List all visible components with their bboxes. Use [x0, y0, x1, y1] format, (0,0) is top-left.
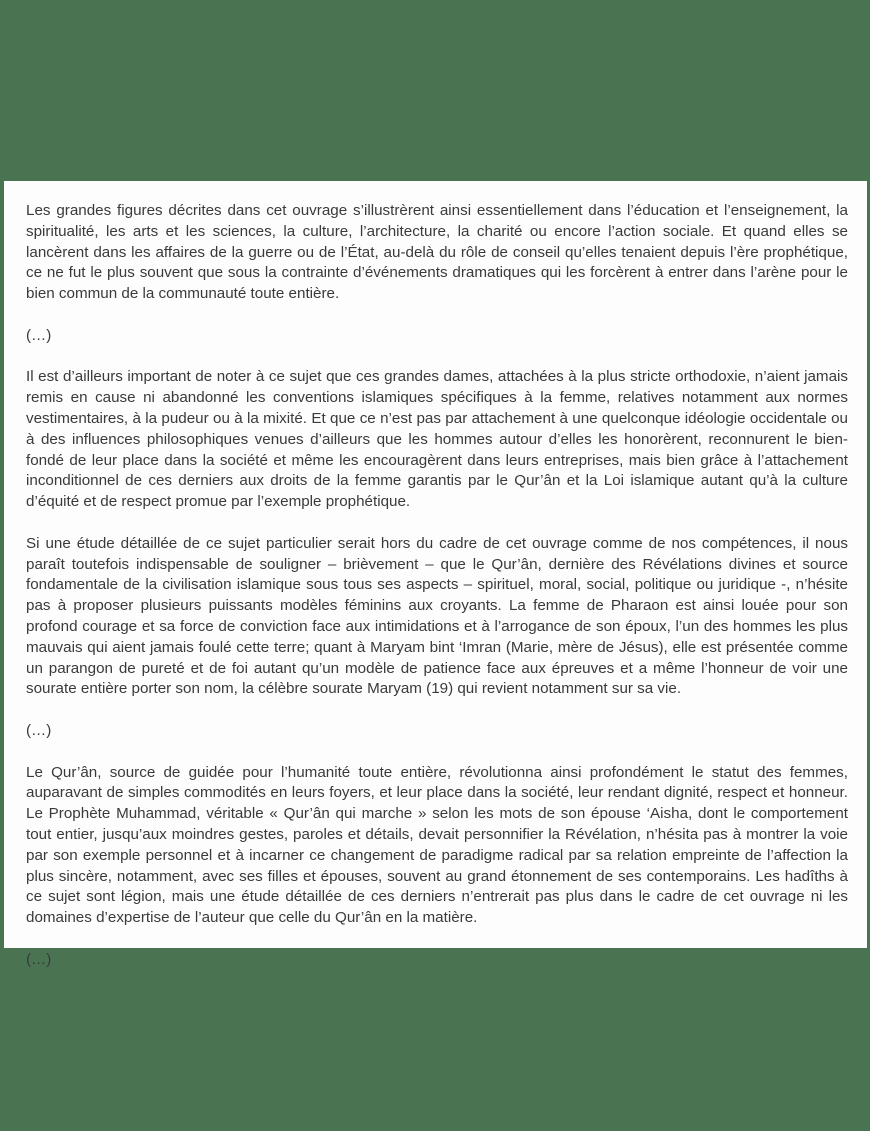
ellipsis-3: (…)	[26, 950, 52, 968]
document-page	[4, 181, 867, 968]
paragraph-1: Les grandes figures décrites dans cet ouvrage s’illustrèrent ainsi essentiellement dans l’éducation et l’enseignement, la spiritualité, les arts et les sciences, la culture, l’architecture, la charité ou encore l’action sociale. Et quand elles se lancèrent dans les affaires de la guerre ou de l’État, au-delà du rôle de conseil qu’elles tenaient depuis l’ère prophétique, ce ne fut le plus souvent que sous la contrainte d’événements dramatiques qui les forcèrent à entrer dans l’arène pour le bien commun de la communauté toute entière.	[26, 202, 848, 303]
ellipsis-2: (…)	[26, 721, 52, 739]
paragraph-3: Si une étude détaillée de ce sujet particulier serait hors du cadre de cet ouvrage comme de nos compétences, il nous paraît toutefois indispensable de souligner – brièvement – que le Qur’ân, dernière des Révélations divines et source fondamentale de la civilisation islamique sous tous ses aspects – spirituel, moral, social, politique ou juridique -, n’hésite pas à proposer plusieurs puissants modèles féminins aux croyants. La femme de Pharaon est ainsi louée pour son profond courage et sa force de conviction face aux intimidations et à l’arrogance de son époux, l’un des hommes les plus mauvais qui aient jamais foulé cette terre; quant à Maryam bint ‘Imran (Marie, mère de Jésus), elle est présentée comme un parangon de pureté et de foi autant qu’un modèle de patience face aux épreuves et a même l’honneur de voir une sourate entière porter son nom, la célèbre sourate Maryam (19) qui revient notamment sur sa vie.	[26, 534, 848, 698]
paragraph-4: Le Qur’ân, source de guidée pour l’humanité toute entière, révolutionna ainsi profondément le statut des femmes, auparavant de simples commodités en leurs foyers, et leur place dans la société, leur rendant dignité, respect et honneur. Le Prophète Muhammad, véritable « Qur’ân qui marche » selon les mots de son épouse ‘Aisha, dont le comportement tout entier, jusqu’aux moindres gestes, paroles et détails, devait personnifier la Révélation, n’hésita pas à montrer la voie par son exemple personnel et à incarner ce changement de paradigme radical par sa relation empreinte de l’affection la plus sincère, notamment, avec ses filles et épouses, souvent au grand étonnement de ses contemporains. Les hadîths à ce sujet sont légion, mais une étude détaillée de ces derniers n’entrerait pas plus dans le cadre de cet ouvrage ni les domaines d’expertise de l’auteur que celle du Qur’ân en la matière.	[26, 763, 848, 927]
paragraph-2: Il est d’ailleurs important de noter à ce sujet que ces grandes dames, attachées à la plus stricte orthodoxie, n’aient jamais remis en cause ni abandonné les conventions islamiques spécifiques à la femme, relatives notamment aux normes vestimentaires, à la pudeur ou à la mixité. Et que ce n’est pas par attachement à une quelconque idéologie occidentale ou à des influences philosophiques venues d’ailleurs que les hommes autour d’elles les honorèrent, reconnurent le bien-fondé de leur place dans la société et même les encouragèrent dans leurs entreprises, mais bien grâce à l’attachement inconditionnel de ces derniers aux droits de la femme garantis par le Qur’ân et la Loi islamique autant qu’à la culture d’équité et de respect promue par l’exemple prophétique.	[26, 368, 848, 511]
ellipsis-1: (…)	[26, 326, 52, 344]
